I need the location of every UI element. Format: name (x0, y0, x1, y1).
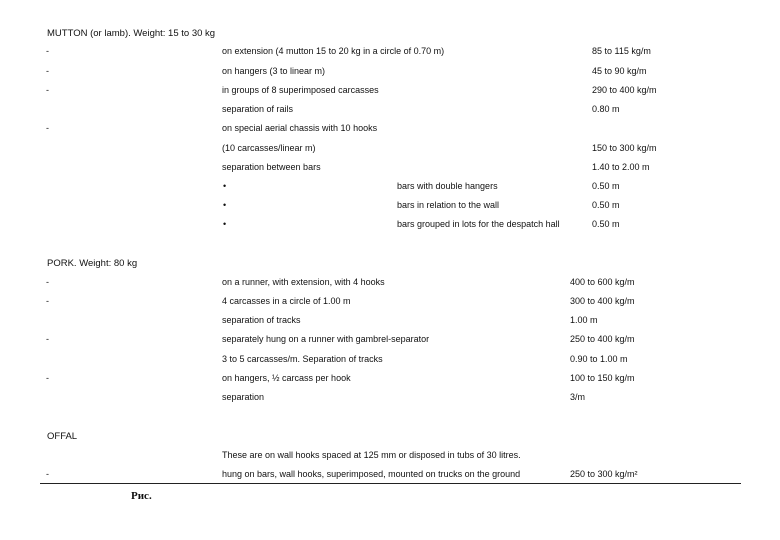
pork-row-4-dash: - (46, 334, 49, 344)
pork-row-4-value: 250 to 400 kg/m (570, 334, 635, 344)
offal-heading: OFFAL (47, 431, 78, 442)
mutton-heading: MUTTON (or lamb). Weight: 15 to 30 kg (47, 28, 216, 39)
pork-row-6-text: on hangers, ½ carcass per hook (222, 373, 351, 383)
bullet-2-marker: • (223, 200, 227, 210)
offal-row-2-text: hung on bars, wall hooks, superimposed, mounted on trucks on the ground (222, 469, 521, 479)
mutton-row-3-text: in groups of 8 superimposed carcasses (222, 85, 379, 95)
mutton-row-3-value: 290 to 400 kg/m (592, 85, 657, 95)
pork-row-6-dash: - (46, 373, 49, 383)
mutton-row-5-dash: - (46, 123, 49, 133)
mutton-row-4-value: 0.80 m (592, 104, 620, 114)
mutton-row-6-value: 150 to 300 kg/m (592, 143, 657, 153)
pork-row-7-value: 3/m (570, 392, 586, 402)
bullet-1-marker: • (223, 181, 227, 191)
pork-row-2-value: 300 to 400 kg/m (570, 296, 635, 306)
pork-row-3-value: 1.00 m (570, 315, 598, 325)
mutton-row-2-text: on hangers (3 to linear m) (222, 66, 326, 76)
mutton-row-5-text: on special aerial chassis with 10 hooks (222, 123, 378, 133)
bullet-2-text: bars in relation to the wall (397, 200, 500, 210)
mutton-row-6-text: (10 carcasses/linear m) (222, 143, 316, 153)
bullet-1-value: 0.50 m (592, 181, 620, 191)
pork-row-1-value: 400 to 600 kg/m (570, 277, 635, 287)
bullet-2-value: 0.50 m (592, 200, 620, 210)
figure-caption: Рис. (131, 490, 152, 502)
pork-row-1-text: on a runner, with extension, with 4 hooks (222, 277, 385, 287)
pork-row-5-value: 0.90 to 1.00 m (570, 354, 628, 364)
bullet-3-text: bars grouped in lots for the despatch hall (397, 219, 560, 229)
offal-row-2-dash: - (46, 469, 49, 479)
pork-row-3-text: separation of tracks (222, 315, 301, 325)
bullet-1-text: bars with double hangers (397, 181, 498, 191)
mutton-row-2-value: 45 to 90 kg/m (592, 66, 647, 76)
mutton-row-4-text: separation of rails (222, 104, 294, 114)
pork-row-5-text: 3 to 5 carcasses/m. Separation of tracks (222, 354, 383, 364)
footer-rule (40, 483, 741, 484)
pork-heading: PORK. Weight: 80 kg (47, 258, 138, 269)
pork-row-6-value: 100 to 150 kg/m (570, 373, 635, 383)
bullet-3-value: 0.50 m (592, 219, 620, 229)
pork-row-2-text: 4 carcasses in a circle of 1.00 m (222, 296, 351, 306)
mutton-row-1-value: 85 to 115 kg/m (592, 46, 651, 56)
pork-row-2-dash: - (46, 296, 49, 306)
mutton-row-3-dash: - (46, 85, 49, 95)
mutton-row-7-value: 1.40 to 2.00 m (592, 162, 650, 172)
offal-row-1-text: These are on wall hooks spaced at 125 mm or disposed in tubs of 30 litres. (222, 450, 521, 460)
mutton-row-1-text: on extension (4 mutton 15 to 20 kg in a circle of 0.70 m) (222, 46, 445, 56)
bullet-3-marker: • (223, 219, 227, 229)
offal-row-2-value: 250 to 300 kg/m² (570, 469, 638, 479)
pork-row-1-dash: - (46, 277, 49, 287)
pork-row-7-text: separation (222, 392, 265, 402)
pork-row-4-text: separately hung on a runner with gambrel-separator (222, 334, 430, 344)
mutton-row-7-text: separation between bars (222, 162, 321, 172)
mutton-row-1-dash: - (46, 46, 49, 56)
mutton-row-2-dash: - (46, 66, 49, 76)
